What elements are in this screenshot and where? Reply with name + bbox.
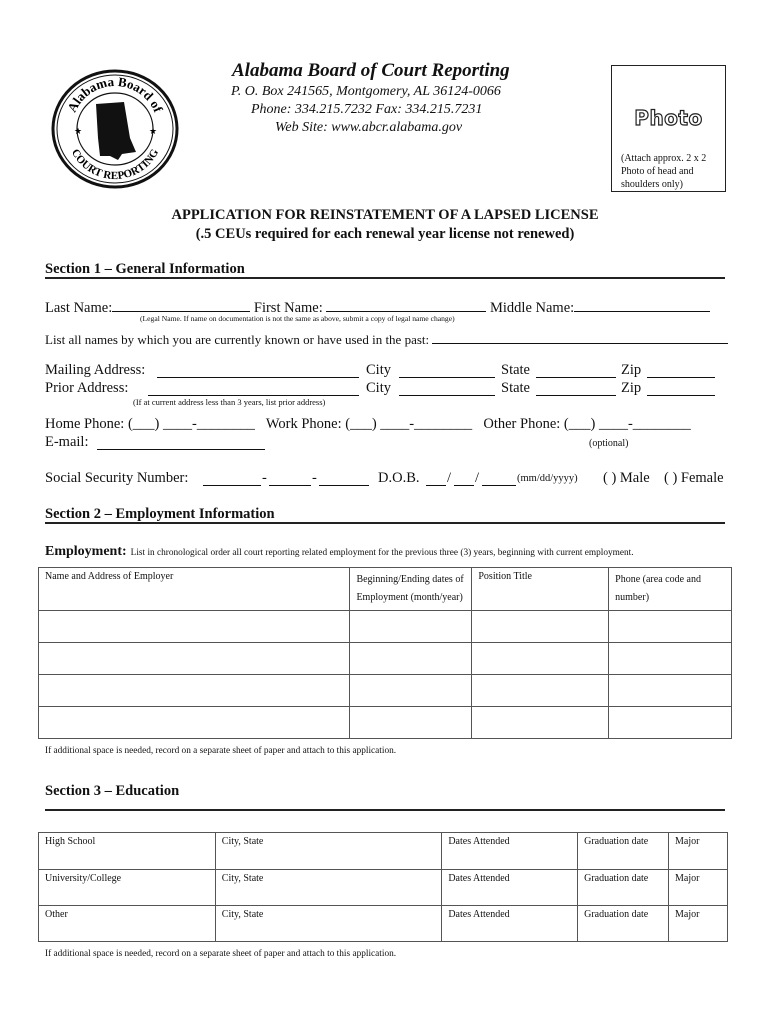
mailing-address-field[interactable] xyxy=(157,364,359,378)
prior-address-field[interactable] xyxy=(148,382,359,396)
board-seal xyxy=(50,68,180,190)
photo-note: (Attach approx. 2 x 2 Photo of head and shoulders only) xyxy=(621,153,707,190)
email-field[interactable] xyxy=(97,436,265,450)
graduation-date-cell[interactable]: Graduation date xyxy=(578,870,669,906)
dob-month-field[interactable] xyxy=(426,472,446,486)
dob-label: D.O.B. xyxy=(378,470,420,486)
graduation-date-cell[interactable]: Graduation date xyxy=(578,833,669,870)
phone-cell[interactable] xyxy=(609,675,732,707)
employer-cell[interactable] xyxy=(39,611,350,643)
female-option[interactable]: ( ) Female xyxy=(664,470,724,486)
legal-name-note: (Legal Name. If name on documentation is not the same as above, submit a copy of legal name change) xyxy=(140,314,455,323)
table-row[interactable] xyxy=(39,906,728,942)
prior-city-field[interactable] xyxy=(399,382,495,396)
page-subtitle: (.5 CEUs required for each renewal year license not renewed) xyxy=(195,226,575,242)
table-row xyxy=(39,643,732,675)
mailing-zip-label: Zip xyxy=(621,362,642,378)
phone-row xyxy=(45,416,691,433)
employment-instructions: List in chronological order all court reporting related employment for the previous three (3) years, beginning with current employment. xyxy=(130,548,634,558)
other-names-field[interactable] xyxy=(432,330,728,344)
major-cell[interactable]: Major xyxy=(669,870,728,906)
last-name-field[interactable] xyxy=(112,298,250,312)
ssn-label: Social Security Number: xyxy=(45,470,189,486)
work-phone-label: Work Phone: xyxy=(265,416,342,432)
email-label: E-mail: xyxy=(45,434,89,450)
prior-state-field[interactable] xyxy=(536,382,616,396)
mailing-city-field[interactable] xyxy=(399,364,495,378)
dates-cell[interactable] xyxy=(350,611,472,643)
employment-header-row xyxy=(39,568,732,611)
prior-address-note: (If at current address less than 3 years, list prior address) xyxy=(133,397,326,407)
city-state-cell[interactable]: City, State xyxy=(215,833,442,870)
prior-city-label: City xyxy=(366,380,391,396)
page-title: APPLICATION FOR REINSTATEMENT OF A LAPSED LICENSE xyxy=(171,207,599,223)
employer-cell[interactable] xyxy=(39,707,350,739)
section2-rule xyxy=(45,522,725,524)
mailing-address-label: Mailing Address: xyxy=(45,362,146,378)
phone-cell[interactable] xyxy=(609,611,732,643)
middle-name-field[interactable] xyxy=(574,298,710,312)
optional-note: (optional) xyxy=(589,438,629,449)
photo-box[interactable] xyxy=(611,65,726,192)
mailing-state-label: State xyxy=(501,362,530,378)
graduation-date-cell[interactable]: Graduation date xyxy=(578,906,669,942)
work-phone-field[interactable]: (___) ____-________ xyxy=(345,416,473,432)
prior-zip-label: Zip xyxy=(621,380,642,396)
school-type-cell: Other xyxy=(39,906,216,942)
mailing-zip-field[interactable] xyxy=(647,364,715,378)
employment-intro xyxy=(45,542,634,560)
dates-attended-cell[interactable]: Dates Attended xyxy=(442,906,578,942)
section3-heading: Section 3 – Education xyxy=(45,783,180,799)
position-cell[interactable] xyxy=(472,707,609,739)
employment-label: Employment: xyxy=(45,544,127,559)
ssn-part3-field[interactable] xyxy=(319,472,369,486)
photo-label: Photo xyxy=(634,106,703,130)
org-address: P. O. Box 241565, Montgomery, AL 36124-0066 xyxy=(231,84,501,99)
other-phone-label: Other Phone: xyxy=(483,416,561,432)
school-type-cell: University/College xyxy=(39,870,216,906)
prior-zip-field[interactable] xyxy=(647,382,715,396)
table-row[interactable] xyxy=(39,870,728,906)
education-additional-note: If additional space is needed, record on a separate sheet of paper and attach to this application. xyxy=(45,949,397,959)
home-phone-label: Home Phone: xyxy=(45,416,125,432)
prior-state-label: State xyxy=(501,380,530,396)
position-cell[interactable] xyxy=(472,643,609,675)
last-name-label: Last Name: xyxy=(45,300,113,316)
phone-cell[interactable] xyxy=(609,707,732,739)
prior-address-label: Prior Address: xyxy=(45,380,129,396)
major-cell[interactable]: Major xyxy=(669,906,728,942)
dates-cell[interactable] xyxy=(350,643,472,675)
dob-format: (mm/dd/yyyy) xyxy=(517,473,578,484)
middle-name-label: Middle Name: xyxy=(490,300,575,316)
table-row xyxy=(39,611,732,643)
dates-cell[interactable] xyxy=(350,675,472,707)
org-website: Web Site: www.abcr.alabama.gov xyxy=(275,120,463,135)
other-phone-field[interactable]: (___) ____-________ xyxy=(563,416,691,432)
dob-year-field[interactable] xyxy=(482,472,516,486)
employment-additional-note: If additional space is needed, record on a separate sheet of paper and attach to this application. xyxy=(45,746,397,756)
table-row xyxy=(39,707,732,739)
other-names-label: List all names by which you are currently known or have used in the past: xyxy=(45,332,430,347)
dates-attended-cell[interactable]: Dates Attended xyxy=(442,870,578,906)
dob-day-field[interactable] xyxy=(454,472,474,486)
phone-cell[interactable] xyxy=(609,643,732,675)
dates-attended-cell[interactable]: Dates Attended xyxy=(442,833,578,870)
mailing-city-label: City xyxy=(366,362,391,378)
section1-rule xyxy=(45,277,725,279)
city-state-cell[interactable]: City, State xyxy=(215,870,442,906)
section3-rule xyxy=(45,809,725,811)
major-cell[interactable]: Major xyxy=(669,833,728,870)
col-header-position: Position Title xyxy=(472,568,609,611)
table-row xyxy=(39,675,732,707)
employment-table xyxy=(38,567,732,739)
city-state-cell[interactable]: City, State xyxy=(215,906,442,942)
section2-heading: Section 2 – Employment Information xyxy=(45,506,275,522)
col-header-phone: Phone (area code and number) xyxy=(609,568,732,611)
table-row[interactable] xyxy=(39,833,728,870)
ssn-part2-field[interactable] xyxy=(269,472,311,486)
employer-cell[interactable] xyxy=(39,675,350,707)
mailing-state-field[interactable] xyxy=(536,364,616,378)
first-name-label: First Name: xyxy=(253,300,323,316)
position-cell[interactable] xyxy=(472,675,609,707)
other-names-row xyxy=(45,330,728,348)
svg-text:★: ★ xyxy=(149,126,158,136)
section1-heading: Section 1 – General Information xyxy=(45,261,245,277)
org-phone-fax: Phone: 334.215.7232 Fax: 334.215.7231 xyxy=(251,102,483,117)
home-phone-field[interactable]: (___) ____-________ xyxy=(127,416,255,432)
svg-text:★: ★ xyxy=(74,126,83,136)
dates-cell[interactable] xyxy=(350,707,472,739)
svg-text:COURT REPORTING: COURT REPORTING xyxy=(68,147,162,183)
education-table xyxy=(38,832,728,942)
ssn-part1-field[interactable] xyxy=(203,472,261,486)
male-option[interactable]: ( ) Male xyxy=(603,470,650,486)
position-cell[interactable] xyxy=(472,611,609,643)
org-name: Alabama Board of Court Reporting xyxy=(232,60,510,81)
col-header-dates: Beginning/Ending dates of Employment (month/year) xyxy=(350,568,472,611)
first-name-field[interactable] xyxy=(326,298,486,312)
employer-cell[interactable] xyxy=(39,643,350,675)
svg-text:Alabama Board of: Alabama Board of xyxy=(64,73,166,115)
school-type-cell: High School xyxy=(39,833,216,870)
col-header-employer: Name and Address of Employer xyxy=(39,568,350,611)
